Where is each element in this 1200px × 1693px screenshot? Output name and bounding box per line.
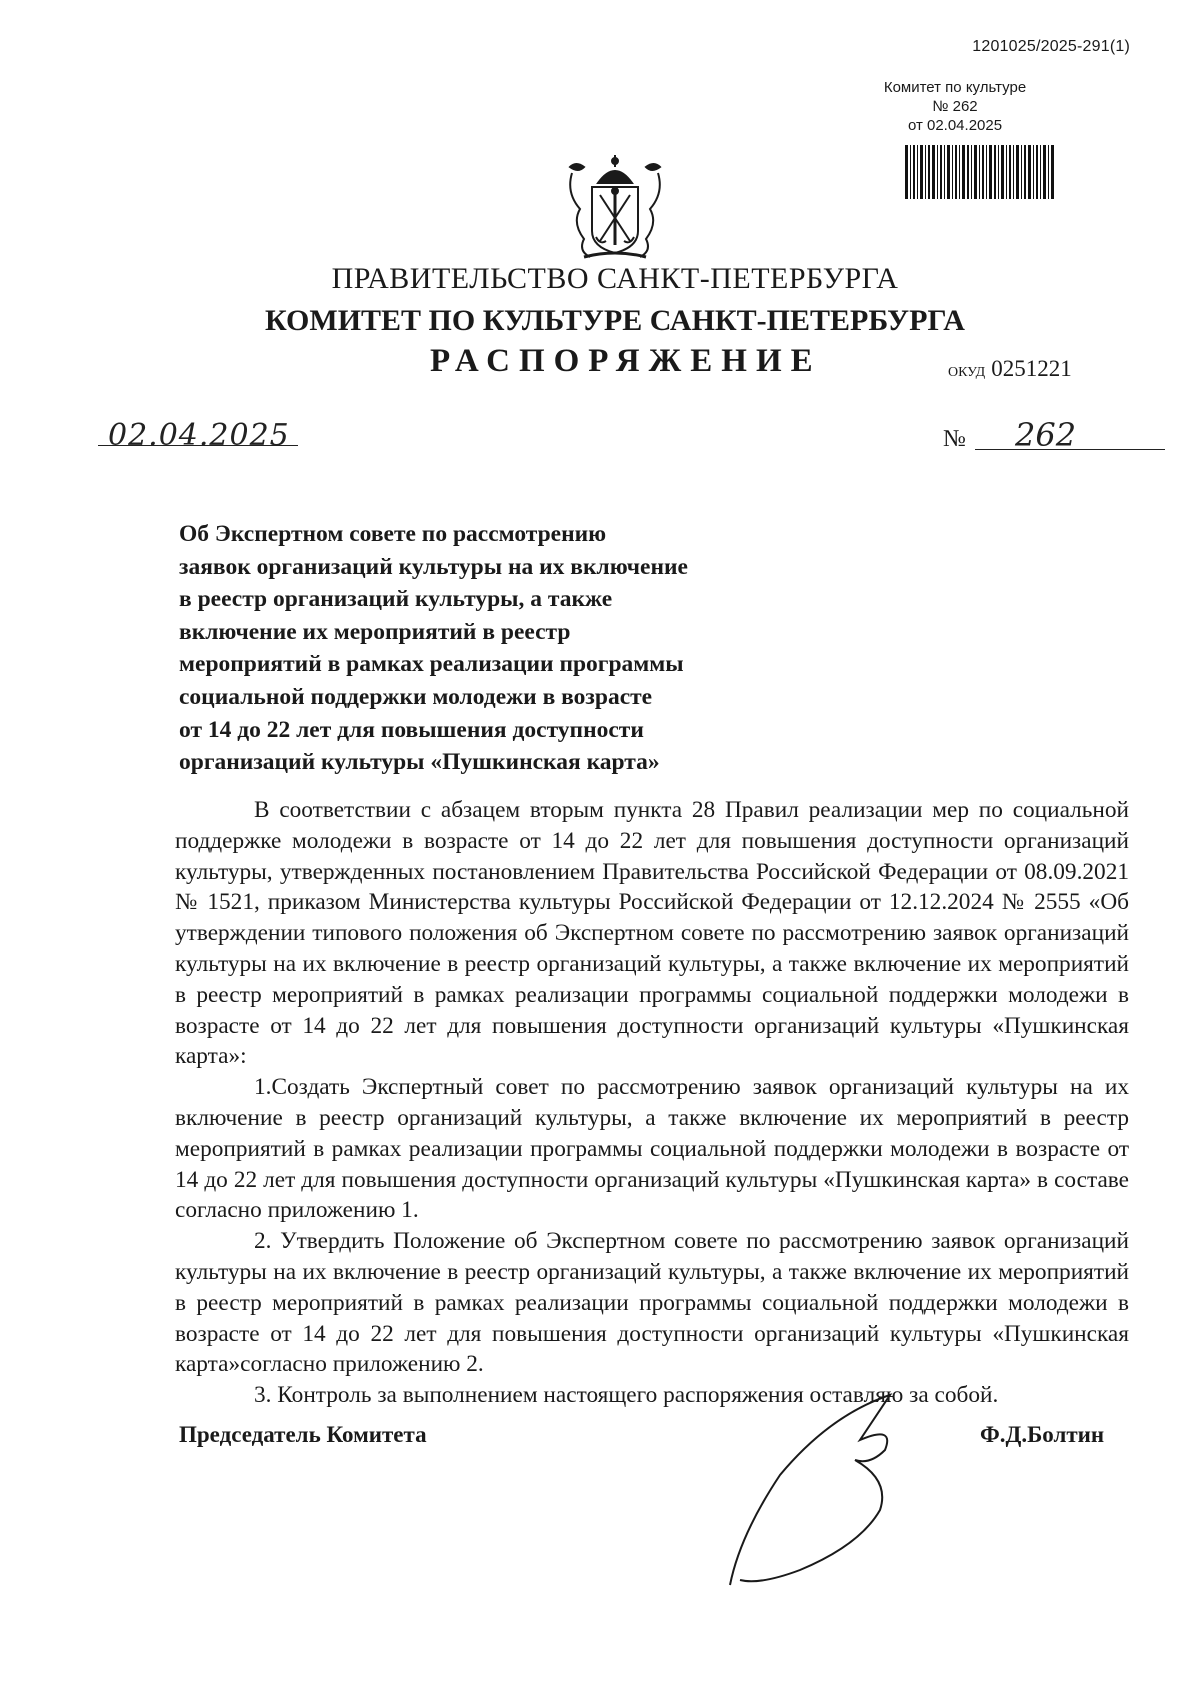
clause-3: 3. Контроль за выполнением настоящего распоряжения оставляю за собой.	[254, 1382, 999, 1409]
subject-line: социальной поддержки молодежи в возрасте	[179, 683, 653, 710]
registration-stamp	[855, 78, 1055, 135]
coat-of-arms-icon	[562, 153, 668, 261]
clause-1: 1.Создать Экспертный совет по рассмотрению заявок организаций культуры на их включение в реестр организаций культуры, а также включение их мероприятий в реестр мероприятий в рамках реализации программы социальной поддержки молодежи в возрасте от 14 до 22 лет для повышения доступности организаций культуры «Пушкинская карта» в составе согласно приложению 1.	[175, 1074, 1129, 1224]
subject-line: заявок организаций культуры на их включение	[179, 553, 688, 580]
okud-value: 0251221	[991, 356, 1072, 381]
stamp-org: Комитет по культуре	[883, 79, 1027, 96]
date-underline	[98, 445, 298, 446]
handwritten-signature	[720, 1385, 940, 1590]
document-subject	[179, 518, 739, 779]
document-date: 02.04.2025	[108, 418, 290, 453]
government-title: ПРАВИТЕЛЬСТВО САНКТ-ПЕТЕРБУРГА	[331, 262, 899, 295]
subject-line: от 14 до 22 лет для повышения доступности	[179, 716, 644, 743]
document-number: 262	[1015, 416, 1077, 454]
subject-line: мероприятий в рамках реализации программы	[179, 651, 684, 678]
document-body	[175, 795, 1129, 1411]
preamble-paragraph: В соответствии с абзацем вторым пункта 28 Правил реализации мер по социальной поддержке молодежи в возрасте от 14 до 22 лет для повышения доступности организаций культуры, утвержденных постановлением Правительства Российской Федерации от 08.09.2021 № 1521, приказом Министерства культуры Российской Федерации от 12.12.2024 № 2555 «Об утверждении типового положения об Экспертном совете по рассмотрению заявок организаций культуры на их включение в реестр организаций культуры, а также включение их мероприятий в реестр мероприятий в рамках реализации программы социальной поддержки молодежи в возрасте от 14 до 22 лет для повышения доступности организаций культуры «Пушкинская карта»:	[175, 797, 1129, 1070]
barcode	[905, 145, 1055, 199]
signatory-title: Председатель Комитета	[179, 1422, 427, 1447]
subject-line: включение их мероприятий в реестр	[179, 618, 571, 645]
stamp-number: № 262	[932, 98, 978, 115]
subject-line: Об Экспертном совете по рассмотрению	[179, 521, 607, 547]
subject-line: организаций культуры «Пушкинская карта»	[179, 749, 660, 776]
signatory-name: Ф.Д.Болтин	[980, 1422, 1105, 1447]
stamp-date: от 02.04.2025	[907, 117, 1003, 134]
number-label: №	[943, 426, 966, 452]
number-underline	[975, 449, 1165, 450]
subject-line: в реестр организаций культуры, а также	[179, 586, 613, 613]
okud-code	[948, 356, 1072, 382]
document-type: РАСПОРЯЖЕНИЕ	[430, 343, 822, 379]
clause-2: 2. Утвердить Положение об Экспертном совете по рассмотрению заявок организаций культуры на их включение в реестр организаций культуры, а также включение их мероприятий в реестр мероприятий в рамках реализации программы социальной поддержки молодежи в возрасте от 14 до 22 лет для повышения доступности организаций культуры «Пушкинская карта»согласно приложению 2.	[175, 1228, 1129, 1378]
committee-title: КОМИТЕТ ПО КУЛЬТУРЕ САНКТ-ПЕТЕРБУРГА	[265, 304, 965, 337]
okud-label: ОКУД	[948, 365, 986, 380]
registration-id: 1201025/2025-291(1)	[972, 38, 1130, 55]
